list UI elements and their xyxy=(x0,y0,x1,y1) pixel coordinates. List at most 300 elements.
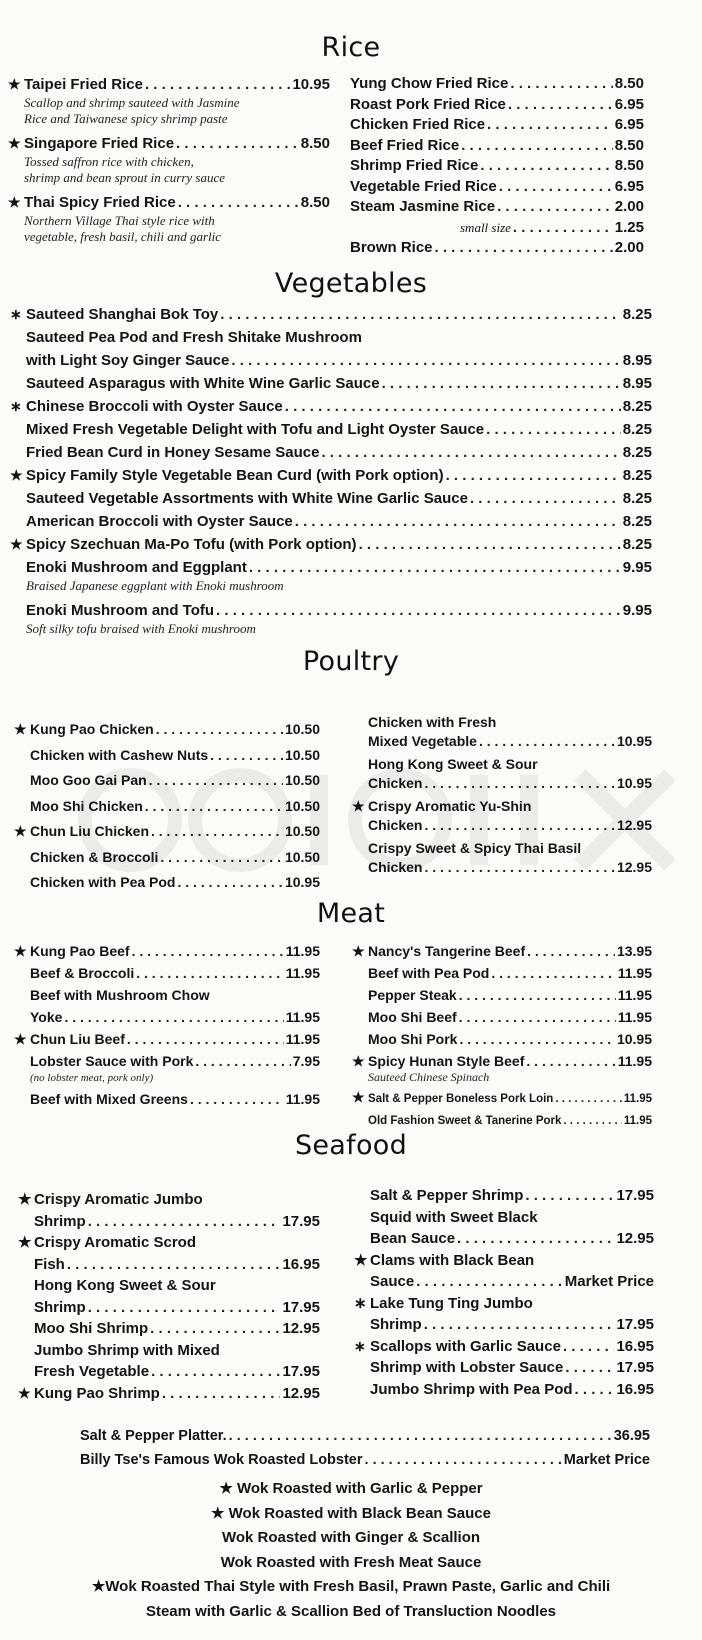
star-icon: ★ xyxy=(352,1053,365,1069)
item-name: Shrimp xyxy=(34,1212,86,1230)
dot-leader xyxy=(459,1006,616,1028)
menu-item xyxy=(10,556,652,579)
menu-item xyxy=(18,1361,320,1383)
item-price: 10.95 xyxy=(284,874,320,890)
item-name-line xyxy=(354,1250,654,1272)
dot-leader xyxy=(285,395,621,418)
item-price: 10.95 xyxy=(616,1031,652,1047)
menu-item xyxy=(14,717,320,743)
item-name: Steam Jasmine Rice xyxy=(350,198,496,215)
dot-leader xyxy=(575,1379,615,1401)
item-price: 1.25 xyxy=(614,218,644,236)
menu-item xyxy=(352,1110,652,1132)
menu-item xyxy=(14,768,320,794)
item-name: Sauce xyxy=(370,1273,415,1290)
menu-item xyxy=(352,962,652,984)
item-price: 17.95 xyxy=(282,1212,320,1230)
item-name: Moo Shi Pork xyxy=(368,1031,458,1047)
item-name: Old Fashion Sweet & Tanerine Pork xyxy=(368,1115,562,1127)
menu-item xyxy=(14,1088,320,1110)
dot-leader xyxy=(220,303,621,326)
item-name: Bean Sauce xyxy=(370,1230,456,1247)
item-price: 10.50 xyxy=(284,772,320,788)
menu-item xyxy=(334,115,644,136)
item-name: Pepper Steak xyxy=(368,987,457,1003)
item-price: 6.95 xyxy=(614,116,644,133)
item-name: Kung Pao Chicken xyxy=(30,721,154,737)
menu-item xyxy=(8,74,330,95)
item-name: Scallops with Garlic Sauce xyxy=(370,1337,561,1355)
star-icon: ∗ xyxy=(10,306,22,322)
item-description: Soft silky tofu braised with Enoki mushroom xyxy=(26,621,256,636)
menu-item xyxy=(334,177,644,198)
item-price: 17.95 xyxy=(282,1298,320,1316)
menu-column xyxy=(352,713,652,881)
star-icon: ★ xyxy=(14,1031,27,1047)
item-name: Yung Chow Fried Rice xyxy=(350,75,509,92)
item-description: Northern Village Thai style rice with xyxy=(24,213,215,228)
item-price: 17.95 xyxy=(616,1187,654,1204)
spacer xyxy=(352,876,652,881)
menu-item xyxy=(352,1028,652,1050)
item-price: 10.50 xyxy=(284,721,320,737)
dot-leader xyxy=(195,1050,290,1072)
item-price: 8.25 xyxy=(622,513,652,530)
item-price: 8.25 xyxy=(622,536,652,553)
item-price: 8.50 xyxy=(614,75,644,92)
item-name-line: Crispy Aromatic Jumbo xyxy=(34,1191,203,1208)
star-icon: ∗ xyxy=(354,1294,367,1312)
item-name: Fish xyxy=(34,1255,65,1273)
item-description: Scallop and shrimp sauteed with Jasmine xyxy=(24,95,240,110)
item-price: 17.95 xyxy=(616,1316,654,1333)
dot-leader xyxy=(499,177,613,198)
star-icon: ★ xyxy=(352,1089,365,1105)
item-price: 8.50 xyxy=(614,136,644,154)
menu-column xyxy=(14,717,320,896)
menu-item xyxy=(334,156,644,177)
item-name: Thai Spicy Fried Rice xyxy=(24,194,176,211)
item-price: 9.95 xyxy=(622,602,652,619)
dot-leader xyxy=(64,1006,283,1028)
item-name-line: Crispy Aromatic Scrod xyxy=(34,1234,196,1251)
item-price: 11.95 xyxy=(623,1093,652,1105)
item-name: Salt & Pepper Boneless Pork Loin xyxy=(368,1093,554,1105)
menu-column xyxy=(18,1189,320,1404)
wok-style-line: ★ Wok Roasted with Garlic & Pepper xyxy=(219,1480,483,1497)
item-description: Rice and Taiwanese spicy shrimp paste xyxy=(24,111,228,126)
item-price: 8.25 xyxy=(622,467,652,484)
dot-leader xyxy=(487,115,613,136)
menu-item xyxy=(80,1448,650,1472)
item-price: 10.95 xyxy=(616,732,652,749)
item-name: Mixed Fresh Vegetable Delight with Tofu and Light Oyster Sauce xyxy=(26,421,485,438)
item-price: 11.95 xyxy=(617,1053,652,1069)
item-name: American Broccoli with Oyster Sauce xyxy=(26,513,293,530)
dot-leader xyxy=(177,870,282,896)
item-name: Chicken with Pea Pod xyxy=(30,874,176,890)
dot-leader xyxy=(525,1185,614,1207)
menu-item xyxy=(334,95,644,116)
item-name: Kung Pao Shrimp xyxy=(34,1384,160,1402)
item-price: 8.95 xyxy=(622,375,652,392)
menu-item xyxy=(354,1271,654,1293)
wok-style-line: ★Wok Roasted Thai Style with Fresh Basil, Prawn Paste, Garlic and Chili xyxy=(91,1578,611,1595)
item-name: Chun Liu Beef xyxy=(30,1031,125,1047)
dot-leader xyxy=(416,1271,563,1293)
item-price: 10.95 xyxy=(616,774,652,791)
item-price: 8.25 xyxy=(622,398,652,415)
star-icon: ★ xyxy=(8,194,21,210)
item-name: with Light Soy Ginger Sauce xyxy=(26,352,230,369)
menu-item xyxy=(18,1383,320,1405)
item-name: Mixed Vegetable xyxy=(368,732,477,749)
dot-leader xyxy=(526,1050,615,1072)
item-price: 10.95 xyxy=(292,76,330,93)
dot-leader xyxy=(88,1211,281,1233)
menu-item xyxy=(354,1379,654,1401)
menu-column xyxy=(334,74,644,259)
item-name: Fresh Vegetable xyxy=(34,1363,150,1380)
menu-item xyxy=(18,1211,320,1233)
dot-leader xyxy=(295,510,621,533)
item-price: 10.50 xyxy=(284,746,320,763)
dot-leader xyxy=(565,1357,614,1379)
item-price: 13.95 xyxy=(616,943,652,959)
item-name: Sauteed Vegetable Assortments with White Wine Garlic Sauce xyxy=(26,490,468,507)
item-name-line: Lake Tung Ting Jumbo xyxy=(370,1294,533,1312)
item-price: 7.95 xyxy=(292,1053,320,1069)
menu-item xyxy=(334,136,644,157)
item-name: Spicy Hunan Style Beef xyxy=(368,1053,525,1069)
menu-item xyxy=(8,133,330,154)
item-name: Enoki Mushroom and Eggplant xyxy=(26,559,247,576)
menu-item xyxy=(80,1424,650,1448)
dot-leader xyxy=(480,156,612,177)
menu-item xyxy=(14,1006,320,1028)
item-name-line: Hong Kong Sweet & Sour xyxy=(34,1277,216,1294)
item-name-line xyxy=(352,797,652,816)
item-name-line: Hong Kong Sweet & Sour xyxy=(368,756,538,772)
star-icon: ★ xyxy=(354,1251,368,1269)
dot-leader xyxy=(424,816,614,835)
menu-item xyxy=(18,1254,320,1276)
dot-leader xyxy=(459,1028,615,1050)
dot-leader xyxy=(555,1088,622,1110)
menu-item xyxy=(354,1228,654,1250)
menu-item xyxy=(18,1297,320,1319)
dot-leader xyxy=(510,74,612,95)
dot-leader xyxy=(88,1297,281,1319)
item-price: 11.95 xyxy=(285,1091,320,1107)
item-name: Yoke xyxy=(30,1009,63,1025)
item-price: 8.50 xyxy=(614,157,644,174)
dot-leader xyxy=(527,940,615,962)
menu-item xyxy=(10,349,652,372)
item-price: 8.25 xyxy=(622,444,652,461)
star-icon: ★ xyxy=(18,1191,32,1208)
menu-item xyxy=(354,1185,654,1207)
item-name: Singapore Fried Rice xyxy=(24,135,175,152)
dot-leader xyxy=(479,732,615,751)
menu-item xyxy=(14,819,320,845)
item-name: Jumbo Shrimp with Pea Pod xyxy=(370,1380,573,1398)
item-name: Fried Bean Curd in Honey Sesame Sauce xyxy=(26,444,320,461)
wok-style-line: Wok Roasted with Ginger & Scallion xyxy=(221,1529,481,1546)
item-price: 11.95 xyxy=(617,987,652,1003)
item-price: 17.95 xyxy=(282,1363,320,1380)
dot-leader xyxy=(446,464,621,487)
dot-leader xyxy=(563,1110,621,1132)
item-note: Sauteed Chinese Spinach xyxy=(368,1070,490,1084)
dot-leader xyxy=(513,218,613,239)
dot-leader xyxy=(508,95,613,116)
item-name: Chicken & Broccoli xyxy=(30,848,159,865)
menu-column xyxy=(8,74,330,245)
item-name-line xyxy=(18,1340,320,1362)
star-icon: ★ xyxy=(10,467,23,483)
item-name: Sauteed Pea Pod and Fresh Shitake Mushroom xyxy=(26,329,362,346)
item-name: Shrimp xyxy=(370,1316,422,1333)
wok-style-line: ★ Wok Roasted with Black Bean Sauce xyxy=(211,1504,491,1522)
item-name-line: Beef with Mushroom Chow xyxy=(30,987,210,1003)
menu-item xyxy=(14,1028,320,1050)
dot-leader xyxy=(321,441,620,464)
item-name-line: Jumbo Shrimp with Mixed xyxy=(34,1341,220,1359)
dot-leader xyxy=(156,717,283,743)
dot-leader xyxy=(160,845,283,871)
wok-style-line: Wok Roasted with Fresh Meat Sauce xyxy=(220,1553,482,1571)
item-price: 8.50 xyxy=(300,194,330,211)
item-price: 17.95 xyxy=(616,1359,654,1376)
menu-item xyxy=(354,1336,654,1358)
dot-leader xyxy=(132,940,284,962)
dot-leader xyxy=(359,533,621,556)
item-description: Braised Japanese eggplant with Enoki mushroom xyxy=(26,578,284,593)
item-price: 2.00 xyxy=(614,239,644,256)
menu-item xyxy=(10,441,652,464)
menu-item xyxy=(354,1357,654,1379)
item-name: Chicken xyxy=(368,774,423,791)
item-name: Beef & Broccoli xyxy=(30,965,135,981)
item-name: Chicken Fried Rice xyxy=(350,116,486,133)
item-price: 11.95 xyxy=(623,1115,652,1127)
item-price: 36.95 xyxy=(613,1428,650,1444)
item-name: Kung Pao Beef xyxy=(30,943,130,959)
item-name: Spicy Szechuan Ma-Po Tofu (with Pork option) xyxy=(26,536,357,553)
wok-style-line: Steam with Garlic & Scallion Bed of Transluction Noodles xyxy=(145,1602,557,1620)
menu-item xyxy=(10,372,652,395)
dot-leader xyxy=(151,819,283,845)
menu-item xyxy=(352,858,652,877)
dot-leader xyxy=(145,794,283,820)
item-name-line: Crispy Aromatic Yu-Shin xyxy=(368,798,532,814)
item-name: small size xyxy=(460,219,511,235)
item-price: 12.95 xyxy=(616,816,652,833)
menu-item xyxy=(14,940,320,962)
item-description: vegetable, fresh basil, chili and garlic xyxy=(24,229,222,244)
dot-leader xyxy=(67,1254,281,1276)
item-name: Moo Shi Beef xyxy=(368,1009,457,1025)
dot-leader xyxy=(461,136,613,157)
item-price: 6.95 xyxy=(614,177,644,195)
menu-item xyxy=(352,1086,652,1110)
star-icon: ★ xyxy=(352,943,365,959)
item-price: 11.95 xyxy=(617,965,652,981)
item-price: 16.95 xyxy=(282,1255,320,1273)
menu-item xyxy=(352,940,652,962)
dot-leader xyxy=(145,75,291,95)
item-price: 16.95 xyxy=(616,1337,654,1355)
menu-item xyxy=(334,218,644,239)
star-icon: ★ xyxy=(8,76,21,92)
item-price: 12.95 xyxy=(616,858,652,875)
menu-column xyxy=(80,1424,650,1472)
item-price: 12.95 xyxy=(616,1230,654,1247)
dot-leader xyxy=(382,372,621,395)
item-name-line xyxy=(18,1232,320,1254)
item-name: Chicken xyxy=(368,816,423,833)
item-name: Chicken xyxy=(368,858,423,875)
menu-item xyxy=(334,74,644,95)
item-name-line xyxy=(354,1293,654,1315)
dot-leader xyxy=(127,1028,284,1050)
menu-item xyxy=(10,418,652,441)
item-name: Salt & Pepper Platter. xyxy=(80,1428,227,1444)
item-name: Sauteed Asparagus with White Wine Garlic Sauce xyxy=(26,375,380,392)
dot-leader xyxy=(178,193,299,213)
item-price: 11.95 xyxy=(285,943,320,959)
dot-leader xyxy=(151,1361,280,1383)
menu-item xyxy=(354,1314,654,1336)
item-name: Vegetable Fried Rice xyxy=(350,177,497,195)
dot-leader xyxy=(136,962,283,984)
item-price: 10.50 xyxy=(284,823,320,839)
item-price: 8.25 xyxy=(622,306,652,323)
menu-item xyxy=(10,599,652,622)
dot-leader xyxy=(229,1424,612,1448)
menu-item xyxy=(14,962,320,984)
item-price: 2.00 xyxy=(614,198,644,215)
menu-item xyxy=(352,1006,652,1028)
dot-leader xyxy=(231,349,620,372)
item-name-line: Squid with Sweet Black xyxy=(370,1208,538,1226)
item-name-line xyxy=(18,1189,320,1211)
item-name: Moo Shi Shrimp xyxy=(34,1320,149,1337)
dot-leader xyxy=(190,1088,284,1110)
dot-leader xyxy=(365,1448,562,1472)
menu-item xyxy=(10,303,652,326)
dot-leader xyxy=(149,768,283,794)
star-icon: ★ xyxy=(18,1384,31,1401)
menu-item xyxy=(10,395,652,418)
item-price: 8.25 xyxy=(622,490,652,507)
dot-leader xyxy=(249,556,621,579)
dot-leader xyxy=(176,134,299,154)
item-name: Beef with Pea Pod xyxy=(368,965,490,981)
item-name: Chinese Broccoli with Oyster Sauce xyxy=(26,398,283,415)
item-price: 11.95 xyxy=(285,1009,320,1025)
dot-leader xyxy=(486,418,621,441)
item-name: Spicy Family Style Vegetable Bean Curd (with Pork option) xyxy=(26,467,444,484)
menu-item xyxy=(334,197,644,218)
star-icon: ∗ xyxy=(354,1337,366,1354)
dot-leader xyxy=(459,984,616,1006)
star-icon: ★ xyxy=(14,943,27,959)
menu-column xyxy=(352,940,652,1132)
item-name: Lobster Sauce with Pork xyxy=(30,1053,194,1069)
menu-item xyxy=(352,816,652,835)
section-title-seafood: Seafood xyxy=(294,1130,408,1161)
item-description: Tossed saffron rice with chicken, xyxy=(24,154,194,169)
item-name: Chicken with Cashew Nuts xyxy=(30,746,209,763)
dot-leader xyxy=(563,1336,615,1358)
item-price: 12.95 xyxy=(282,1384,320,1402)
item-price: 11.95 xyxy=(285,965,320,981)
item-price: 10.50 xyxy=(284,848,320,865)
dot-leader xyxy=(150,1318,280,1340)
dot-leader xyxy=(457,1228,614,1250)
item-price: 10.50 xyxy=(284,797,320,814)
dot-leader xyxy=(424,1314,615,1336)
menu-column xyxy=(354,1185,654,1400)
dot-leader xyxy=(210,743,283,769)
section-title-rice: Rice xyxy=(321,32,381,63)
item-price: 8.95 xyxy=(622,352,652,369)
dot-leader xyxy=(435,238,613,259)
item-name: Sauteed Shanghai Bok Toy xyxy=(26,306,219,323)
dot-leader xyxy=(470,487,621,510)
menu-item xyxy=(10,326,652,349)
item-name-line xyxy=(354,1207,654,1229)
item-price: 11.95 xyxy=(617,1009,652,1025)
star-icon: ★ xyxy=(14,721,27,737)
item-name: Roast Pork Fried Rice xyxy=(350,95,506,113)
item-name: Moo Goo Gai Pan xyxy=(30,772,147,788)
menu-item xyxy=(352,984,652,1006)
menu-item xyxy=(352,774,652,793)
item-name: Enoki Mushroom and Tofu xyxy=(26,602,215,619)
star-icon: ★ xyxy=(14,823,27,839)
menu-item xyxy=(10,510,652,533)
menu-column xyxy=(14,940,320,1110)
item-name: Salt & Pepper Shrimp xyxy=(370,1187,524,1204)
item-name: Beef with Mixed Greens xyxy=(30,1091,188,1107)
star-icon: ★ xyxy=(352,798,365,814)
menu-item xyxy=(334,238,644,259)
menu-column xyxy=(10,303,652,642)
item-price: 11.95 xyxy=(285,1031,320,1047)
item-name: Chun Liu Chicken xyxy=(30,823,149,839)
item-name-line xyxy=(18,1275,320,1297)
item-price: 8.50 xyxy=(300,135,330,152)
menu-item xyxy=(14,743,320,769)
item-name-line: Crispy Sweet & Spicy Thai Basil xyxy=(368,840,582,856)
item-name: Brown Rice xyxy=(350,239,433,256)
star-icon: ∗ xyxy=(10,398,22,414)
item-name: Shrimp xyxy=(34,1298,86,1316)
menu-item xyxy=(10,533,652,556)
item-note: (no lobster meat, pork only) xyxy=(30,1072,154,1084)
item-price: Market Price xyxy=(563,1452,650,1468)
menu-item xyxy=(10,487,652,510)
item-name: Shrimp Fried Rice xyxy=(350,157,479,174)
item-description: shrimp and bean sprout in curry sauce xyxy=(24,170,226,185)
menu-item xyxy=(14,794,320,820)
dot-leader xyxy=(491,962,615,984)
star-icon: ★ xyxy=(18,1234,32,1251)
menu-item xyxy=(352,732,652,751)
